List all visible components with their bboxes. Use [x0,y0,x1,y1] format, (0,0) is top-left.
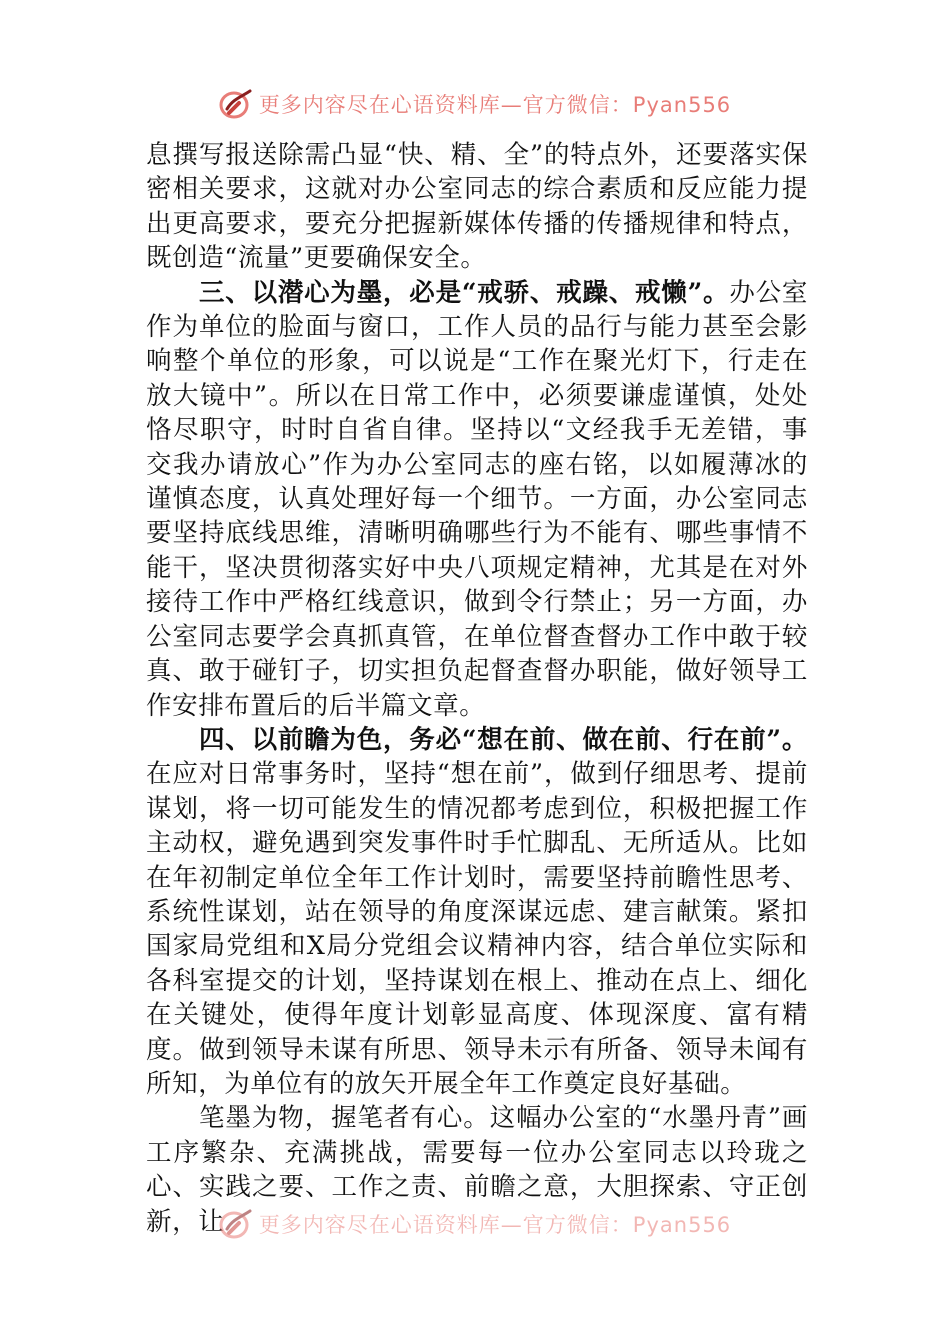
watermark-text: 更多内容尽在心语资料库—官方微信：Pyan556 [258,1213,732,1237]
paragraph-body: 笔墨为物，握笔者有心。这幅办公室的“水墨丹青”画工序繁杂、充满挑战，需要每一位办公室同志以玲珑之心、实践之要、工作之责、前瞻之意，大胆探索、守正创新，让 [146,1103,808,1237]
section-heading: 三、以潜心为墨，必是“戒骄、戒躁、戒懒”。 [199,277,730,308]
section-heading: 四、以前瞻为色，务必“想在前、做在前、行在前”。 [199,724,808,755]
paragraph-section-four [146,723,808,1101]
watermark-text: 更多内容尽在心语资料库—官方微信：Pyan556 [258,93,732,117]
paragraph-body: 息撰写报送除需凸显“快、精、全”的特点外，还要落实保密相关要求，这就对办公室同志的综合素质和反应能力提出更高要求，要充分把握新媒体传播的传播规律和特点，既创造“流量”更要确保安全。 [146,140,808,274]
document-body [146,138,808,1239]
footer-watermark [0,1206,950,1242]
paragraph-body: 在应对日常事务时，坚持“想在前”，做到仔细思考、提前谋划，将一切可能发生的情况都考虑到位，积极把握工作主动权，避免遇到突发事件时手忙脚乱、无所适从。比如在年初制定单位全年工作计划时，需要坚持前瞻性思考、系统性谋划，站在领导的角度深谋远虑、建言献策。紧扣国家局党组和X局分党组会议精神内容，结合单位实际和各科室提交的计划，坚持谋划在根上、推动在点上、细化在关键处，使得年度计划彰显高度、体现深度、富有精度。做到领导未谋有所思、领导未示有所备、领导未闻有所知，为单位有的放矢开展全年工作奠定良好基础。 [146,759,808,1099]
paragraph-continuation [146,138,808,276]
paragraph-section-three [146,276,808,723]
brush-logo-icon [219,87,253,121]
header-watermark [0,84,950,124]
brush-logo-icon [219,1207,253,1241]
paragraph-body: 办公室作为单位的脸面与窗口，工作人员的品行与能力甚至会影响整个单位的形象，可以说是“工作在聚光灯下，行走在放大镜中”。所以在日常工作中，必须要谦虚谨慎，处处恪尽职守，时时自省自律。坚持以“文经我手无差错，事交我办请放心”作为办公室同志的座右铭，以如履薄冰的谨慎态度，认真处理好每一个细节。一方面，办公室同志要坚持底线思维，清晰明确哪些行为不能有、哪些事情不能干，坚决贯彻落实好中央八项规定精神，尤其是在对外接待工作中严格红线意识，做到令行禁止；另一方面，办公室同志要学会真抓真管，在单位督查督办工作中敢于较真、敢于碰钉子，切实担负起督查督办职能，做好领导工作安排布置后的后半篇文章。 [146,277,808,721]
